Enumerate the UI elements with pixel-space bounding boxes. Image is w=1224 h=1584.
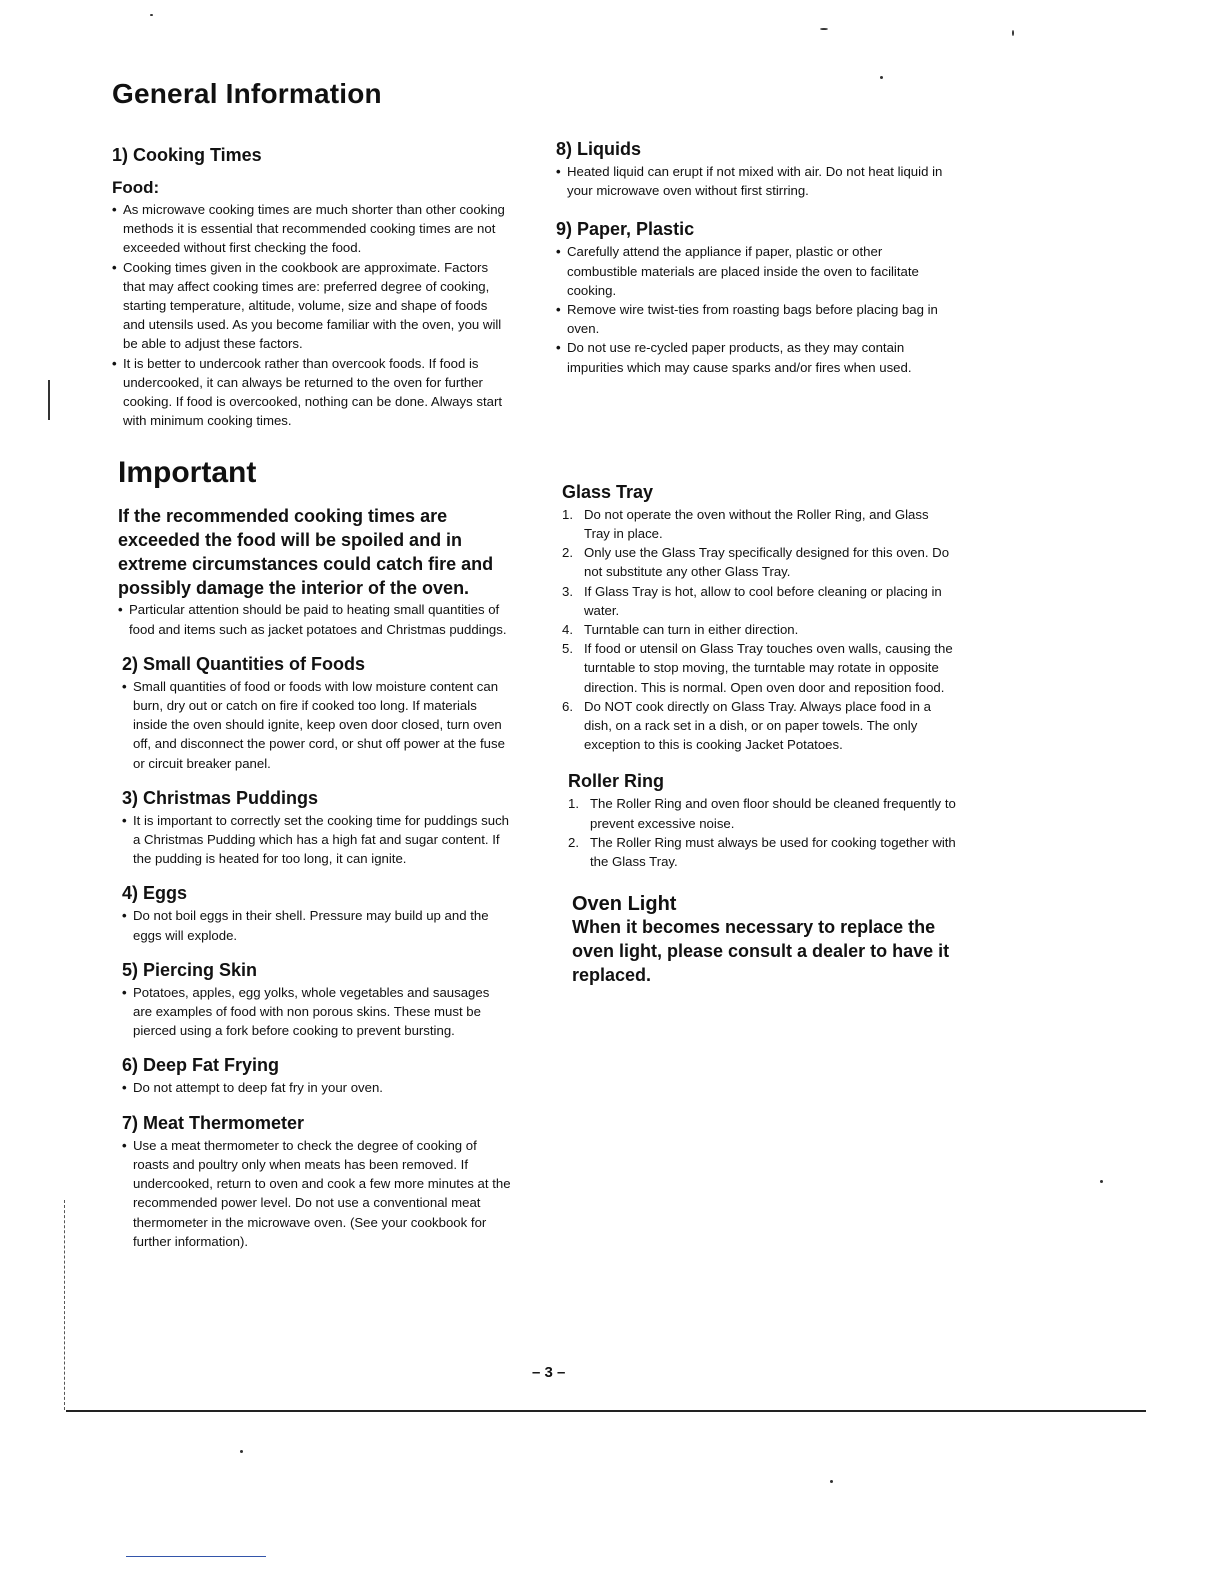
- list-item: • It is better to undercook rather than overcook foods. If food is undercooked, it can always be returned to the oven for further cooking. If food is overcooked, nothing can be done. Always start with minimum cooking times.: [112, 354, 512, 431]
- list-item: [562, 639, 956, 697]
- list-item: [568, 833, 956, 871]
- oven-light-heading: Oven Light: [572, 893, 677, 916]
- right-column: [556, 138, 956, 987]
- paper-plastic-section: [556, 218, 956, 376]
- christmas-puddings-section: [122, 787, 512, 869]
- glass-tray-heading: Glass Tray: [562, 481, 654, 502]
- piercing-skin-section: [122, 959, 512, 1041]
- list-item: • Do not boil eggs in their shell. Pressure may build up and the eggs will explode.: [122, 906, 512, 944]
- liquids-list: [556, 162, 956, 200]
- list-item: [562, 620, 956, 639]
- small-quantities-list: [122, 677, 512, 773]
- roller-ring-section: [556, 770, 956, 871]
- bottom-rule: [66, 1410, 1146, 1412]
- list-text: If Glass Tray is hot, allow to cool before cleaning or placing in water.: [584, 583, 942, 618]
- scan-speck: [1100, 1180, 1103, 1183]
- glass-tray-section: [556, 481, 956, 755]
- small-quantities-heading: 2) Small Quantities of Foods: [122, 653, 366, 674]
- list-item: • Heated liquid can erupt if not mixed with air. Do not heat liquid in your microwave oven without first stirring.: [556, 162, 956, 200]
- deep-fat-frying-list: [122, 1078, 512, 1097]
- list-item: • It is important to correctly set the cooking time for puddings such a Christmas Pudding which has a high fat and sugar content. If the pudding is heated for too long, it can ignite.: [122, 811, 512, 869]
- list-item: • Potatoes, apples, egg yolks, whole vegetables and sausages are examples of food with non porous skins. These must be pierced using a fork before cooking to prevent bursting.: [122, 983, 512, 1041]
- important-title: Important: [118, 456, 257, 490]
- cooking-times-section: [112, 144, 512, 430]
- list-item: • Use a meat thermometer to check the degree of cooking of roasts and poultry only when meats has been removed. If undercooked, return to oven and cook a few more minutes at the recommended power level. Do not use a conventional meat thermometer in the microwave oven. (See your cookbook for further information).: [122, 1136, 512, 1251]
- deep-fat-frying-section: [122, 1054, 512, 1097]
- scan-speck: [820, 28, 828, 30]
- list-text: Turntable can turn in either direction.: [584, 622, 799, 638]
- important-section: [112, 456, 512, 638]
- scan-edge-line: [64, 1200, 65, 1410]
- list-number: 6.: [562, 698, 573, 714]
- food-label: Food:: [112, 178, 160, 197]
- oven-light-section: [556, 893, 952, 987]
- list-number: 5.: [562, 641, 573, 657]
- roller-ring-list: [568, 794, 956, 871]
- list-number: 2.: [562, 545, 573, 561]
- list-item: [568, 794, 956, 832]
- list-item: • Carefully attend the appliance if paper, plastic or other combustible materials are placed inside the oven to facilitate cooking.: [556, 242, 956, 300]
- list-text: Only use the Glass Tray specifically designed for this oven. Do not substitute any other Glass Tray.: [584, 545, 950, 580]
- meat-thermometer-section: [122, 1112, 512, 1251]
- list-text: The Roller Ring must always be used for cooking together with the Glass Tray.: [590, 834, 956, 870]
- christmas-puddings-list: [122, 811, 512, 869]
- liquids-heading: 8) Liquids: [556, 139, 641, 159]
- list-number: 2.: [568, 834, 579, 850]
- numbered-sections: [112, 653, 512, 1251]
- list-item: [562, 543, 956, 581]
- important-list: [118, 600, 512, 638]
- list-item: [562, 505, 956, 543]
- list-item: • Do not use re-cycled paper products, as they may contain impurities which may cause sparks and/or fires when used.: [556, 338, 956, 376]
- list-text: Do NOT cook directly on Glass Tray. Always place food in a dish, on a rack set in a dish, or on paper towels. The only exception to this is cooking Jacket Potatoes.: [584, 698, 931, 753]
- scan-speck: [240, 1450, 243, 1453]
- cooking-times-heading: 1) Cooking Times: [112, 145, 262, 165]
- list-text: If food or utensil on Glass Tray touches oven walls, causing the turntable to stop moving, the turntable may rotate in opposite direction. This is normal. Open oven door and reposition food.: [584, 641, 953, 695]
- list-item: • Small quantities of food or foods with low moisture content can burn, dry out or catch on fire if cooked too long. If materials inside the oven should ignite, keep oven door closed, turn oven off, and disconnect the power cord, or shut off power at the fuse or circuit breaker panel.: [122, 677, 512, 773]
- eggs-list: [122, 906, 512, 944]
- list-number: 1.: [562, 506, 573, 522]
- scan-speck: [48, 380, 50, 420]
- scan-speck: [880, 76, 883, 79]
- list-item: • Remove wire twist-ties from roasting bags before placing bag in oven.: [556, 300, 956, 338]
- list-number: 3.: [562, 583, 573, 599]
- liquids-section: [556, 138, 956, 200]
- left-column: [112, 144, 512, 1265]
- scan-speck: [150, 14, 153, 16]
- page-title: General Information: [112, 78, 382, 109]
- list-text: The Roller Ring and oven floor should be cleaned frequently to prevent excessive noise.: [590, 796, 956, 831]
- eggs-heading: 4) Eggs: [122, 883, 188, 904]
- list-text: Do not operate the oven without the Roller Ring, and Glass Tray in place.: [584, 506, 929, 542]
- list-item: [562, 582, 956, 620]
- oven-light-text: When it becomes necessary to replace the oven light, please consult a dealer to have it replaced.: [572, 917, 950, 986]
- list-item: • Do not attempt to deep fat fry in your oven.: [122, 1078, 512, 1097]
- small-quantities-section: [122, 653, 512, 773]
- scan-speck: [1012, 30, 1014, 36]
- list-item: [562, 697, 956, 755]
- glass-tray-list: [562, 505, 956, 755]
- important-lead: If the recommended cooking times are exceeded the food will be spoiled and in extreme circumstances could catch fire and possibly damage the interior of the oven.: [118, 506, 494, 599]
- roller-ring-heading: Roller Ring: [568, 771, 665, 792]
- eggs-section: [122, 882, 512, 944]
- paper-plastic-heading: 9) Paper, Plastic: [556, 219, 695, 240]
- christmas-puddings-heading: 3) Christmas Puddings: [122, 787, 319, 808]
- piercing-skin-list: [122, 983, 512, 1041]
- paper-plastic-list: [556, 242, 956, 376]
- meat-thermometer-heading: 7) Meat Thermometer: [122, 1112, 305, 1133]
- deep-fat-frying-heading: 6) Deep Fat Frying: [122, 1055, 280, 1076]
- piercing-skin-heading: 5) Piercing Skin: [122, 959, 258, 980]
- meat-thermometer-list: [122, 1136, 512, 1251]
- cooking-times-list: [112, 200, 512, 430]
- list-item: • As microwave cooking times are much shorter than other cooking methods it is essential that recommended cooking times are not exceeded without first checking the food.: [112, 200, 512, 258]
- list-item: • Cooking times given in the cookbook are approximate. Factors that may affect cooking times are: preferred degree of cooking, starting temperature, altitude, volume, size and shape of foods and utensils used. As you become familiar with the oven, you will be able to adjust these factors.: [112, 258, 512, 354]
- scan-speck: [830, 1480, 833, 1483]
- list-number: 1.: [568, 796, 579, 812]
- page-number: – 3 –: [532, 1364, 566, 1381]
- scan-speck: [126, 1556, 266, 1557]
- list-number: 4.: [562, 622, 573, 638]
- list-item: • Particular attention should be paid to heating small quantities of food and items such as jacket potatoes and Christmas puddings.: [118, 600, 512, 638]
